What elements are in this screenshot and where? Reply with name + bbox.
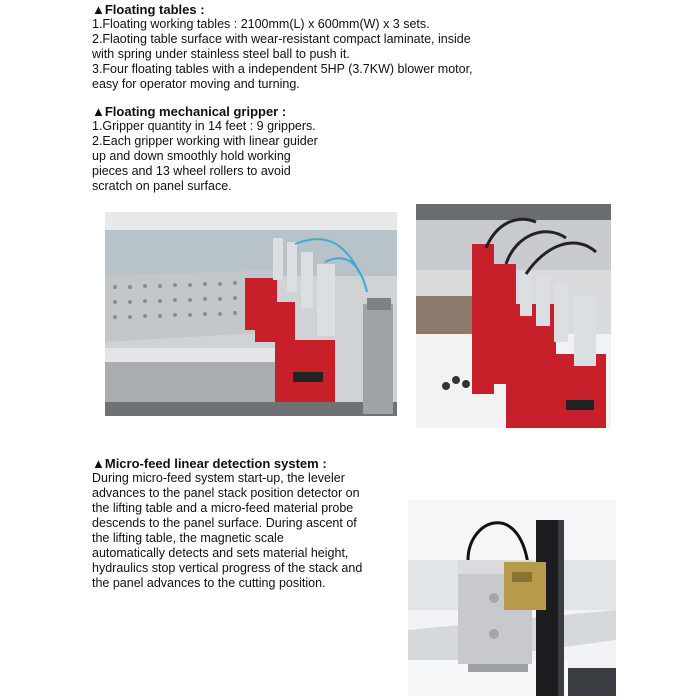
micro-feed-line-5: the lifting table, the magnetic scale bbox=[92, 531, 284, 545]
floating-tables-line-2: 2.Flaoting table surface with wear-resistant compact laminate, inside bbox=[92, 32, 471, 46]
floating-tables-section bbox=[92, 2, 473, 92]
floating-table-gripper-photo bbox=[105, 212, 397, 416]
floating-tables-line-5: easy for operator moving and turning. bbox=[92, 77, 300, 91]
gripper-line-3: up and down smoothly hold working bbox=[92, 149, 291, 163]
micro-feed-line-3: the lifting table and a micro-feed material probe bbox=[92, 501, 354, 515]
gripper-line-4: pieces and 13 wheel rollers to avoid bbox=[92, 164, 291, 178]
gripper-heading: ▲Floating mechanical gripper : bbox=[92, 104, 287, 119]
floating-tables-line-3: with spring under stainless steel ball to push it. bbox=[92, 47, 350, 61]
micro-feed-section bbox=[92, 456, 362, 591]
micro-feed-line-2: advances to the panel stack position detector on bbox=[92, 486, 360, 500]
gripper-section bbox=[92, 104, 318, 194]
floating-tables-heading: ▲Floating tables : bbox=[92, 2, 205, 17]
micro-feed-probe-photo bbox=[408, 500, 616, 696]
gripper-line-5: scratch on panel surface. bbox=[92, 179, 232, 193]
micro-feed-heading: ▲Micro-feed linear detection system : bbox=[92, 456, 327, 471]
floating-tables-line-1: 1.Floating working tables : 2100mm(L) x 600mm(W) x 3 sets. bbox=[92, 17, 430, 31]
micro-feed-line-6: automatically detects and sets material height, bbox=[92, 546, 349, 560]
micro-feed-line-1: During micro-feed system start-up, the leveler bbox=[92, 471, 345, 485]
gripper-line-2: 2.Each gripper working with linear guider bbox=[92, 134, 318, 148]
gripper-line-1: 1.Gripper quantity in 14 feet : 9 grippers. bbox=[92, 119, 316, 133]
gripper-closeup-photo bbox=[416, 204, 611, 428]
micro-feed-line-7: hydraulics stop vertical progress of the stack and bbox=[92, 561, 363, 575]
micro-feed-line-4: descends to the panel surface. During ascent of bbox=[92, 516, 357, 530]
micro-feed-line-8: the panel advances to the cutting position. bbox=[92, 576, 326, 590]
floating-tables-line-4: 3.Four floating tables with a independent 5HP (3.7KW) blower motor, bbox=[92, 62, 473, 76]
